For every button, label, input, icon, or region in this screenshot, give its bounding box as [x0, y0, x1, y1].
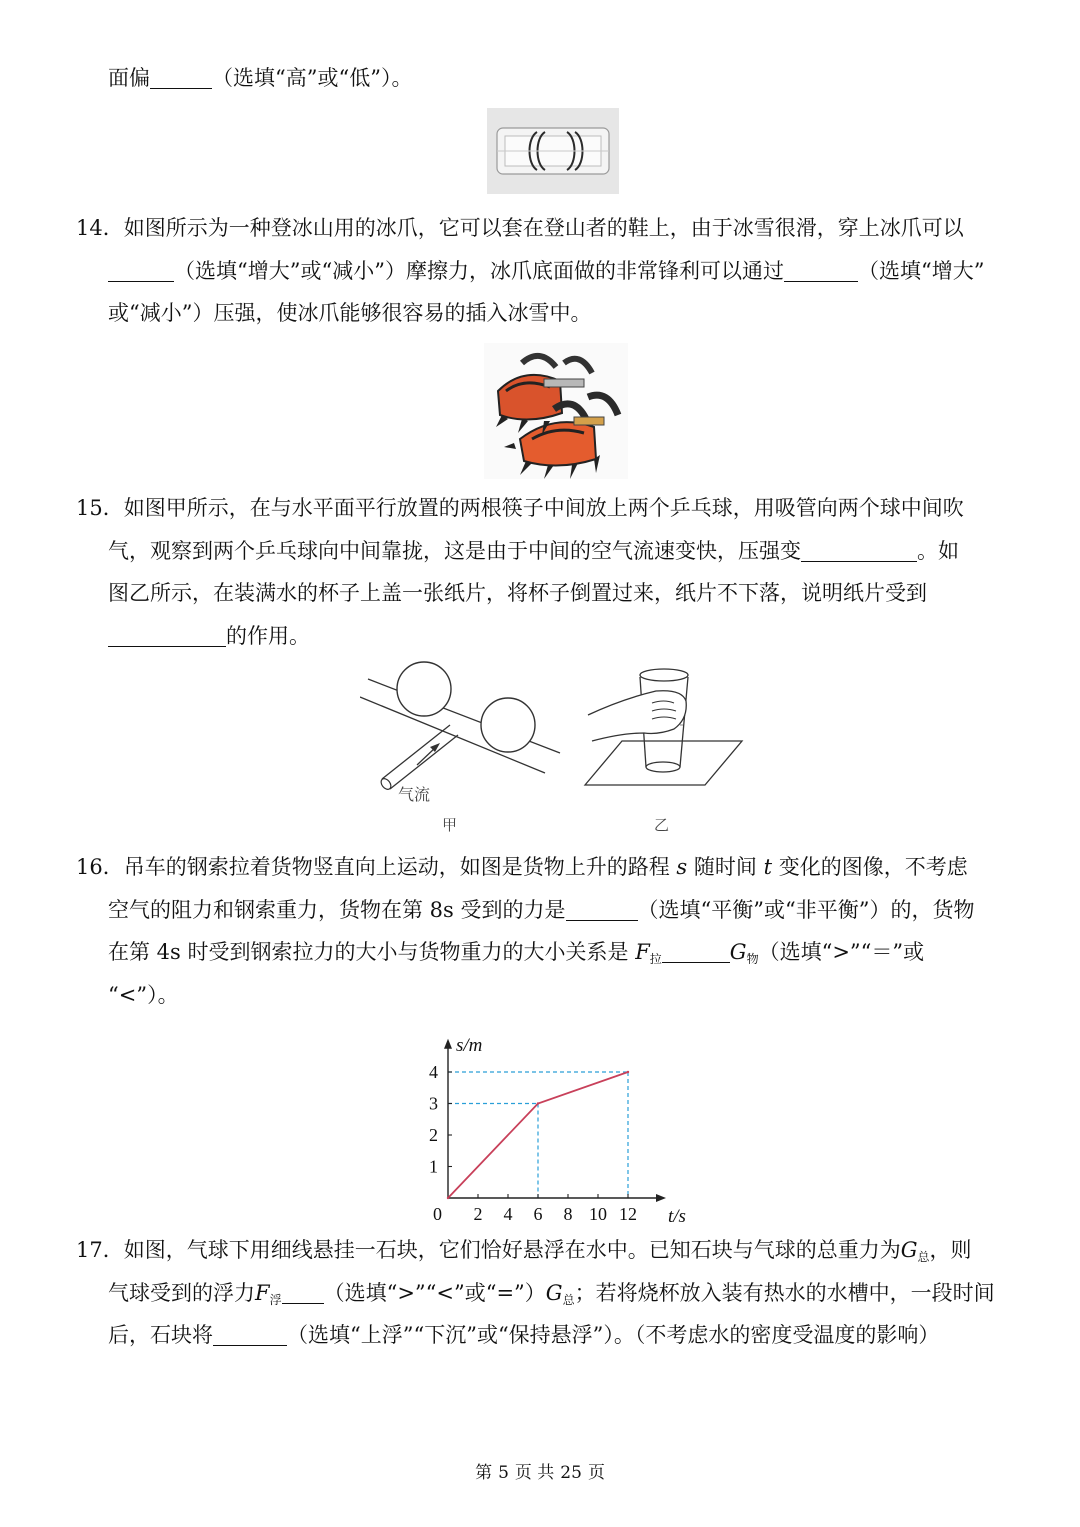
y-tick-label: 3	[429, 1093, 438, 1114]
y-axis-label: s/m	[456, 1034, 483, 1056]
footer-page-number: 5	[498, 1463, 509, 1483]
q16-answer-blank-2[interactable]	[662, 940, 730, 963]
q16-line-3	[108, 937, 924, 974]
chart-guides	[448, 1072, 628, 1198]
footer-mid: 页 共	[514, 1463, 555, 1483]
s-t-chart	[418, 1018, 688, 1228]
q14-answer-blank-1[interactable]	[108, 259, 174, 282]
q14-text-3: 或“减小”）压强，使冰爪能够很容易的插入冰雪中。	[108, 301, 592, 325]
y-tick-label: 2	[429, 1125, 438, 1145]
y-axis-arrow	[444, 1039, 452, 1049]
q14-text-2: （选填“增大”或“减小”）摩擦力，冰爪底面做的非常锋利可以通过	[174, 259, 784, 283]
footer-total-pages: 25	[560, 1463, 582, 1483]
data-point-2	[627, 1071, 629, 1073]
q15-text-2: 气，观察到两个乒乓球向中间靠拢，这是由于中间的空气流速变快，压强变	[108, 539, 801, 563]
q16-var-s: s	[676, 855, 688, 879]
q15-number: 15．	[76, 496, 124, 520]
q17-text-1-end: ，则	[929, 1238, 972, 1262]
q14-number: 14．	[76, 216, 124, 240]
q15-figure	[360, 655, 755, 835]
data-point-1	[537, 1102, 539, 1104]
x-axis-label: t/s	[668, 1206, 686, 1227]
footer-suffix: 页	[587, 1463, 605, 1483]
x-tick-label: 10	[589, 1204, 607, 1224]
q17-text-2: 气球受到的浮力	[108, 1281, 255, 1305]
q15-line-2	[108, 536, 959, 566]
q16-text-1c: 变化的图像，不考虑	[778, 855, 968, 879]
x-tick-label: 4	[503, 1204, 513, 1224]
q16-number: 16．	[76, 855, 124, 879]
q16-var-G: G	[729, 940, 747, 964]
x-tick-label: 2	[473, 1204, 483, 1224]
q16-text-2: 空气的阻力和钢索重力，货物在第 8s 受到的力是	[108, 898, 566, 922]
q17-line-1	[76, 1235, 972, 1272]
q14-figure-crampons	[484, 343, 628, 479]
q15-line-3	[108, 578, 927, 608]
q14-line-3	[108, 298, 591, 328]
figure-label-jia: 甲	[442, 816, 458, 834]
q16-text-1a: 吊车的钢索拉着货物竖直向上运动，如图是货物上升的路程	[123, 855, 670, 879]
q13-text-start: 面偏	[108, 66, 150, 90]
q13-answer-blank[interactable]	[150, 66, 212, 89]
q16-text-3: 在第 4s 时受到钢索拉力的大小与货物重力的大小关系是	[108, 940, 629, 964]
q17-text-2-end: ；若将烧杯放入装有热水的水槽中，一段时间	[574, 1281, 995, 1305]
q14-line-2	[108, 256, 984, 286]
q15-line-1	[76, 493, 964, 523]
q16-var-F: F	[635, 940, 650, 964]
q17-line-3	[108, 1320, 939, 1350]
airflow-label: 气流	[398, 785, 431, 804]
figure-jia	[360, 662, 560, 791]
x-axis-arrow	[656, 1194, 666, 1202]
q14-line-1	[76, 213, 964, 243]
q17-text-1: 如图，气球下用细线悬挂一石块，它们恰好悬浮在水中。已知石块与气球的总重力为	[123, 1238, 901, 1262]
q17-var-F: F	[255, 1281, 270, 1305]
q16-line-2	[108, 895, 974, 925]
figure-label-yi: 乙	[654, 816, 670, 834]
q17-answer-blank-2[interactable]	[213, 1323, 287, 1346]
q15-line-4	[108, 621, 310, 651]
q17-var-G-1: G	[900, 1238, 918, 1262]
q16-var-t: t	[763, 855, 773, 879]
origin-label: 0	[433, 1204, 442, 1224]
q15-answer-blank-1[interactable]	[801, 539, 917, 562]
q16-var-G-sub: 物	[746, 952, 759, 966]
q13-text-end: （选填“高”或“低”）。	[212, 66, 413, 90]
y-tick-label: 1	[429, 1156, 438, 1177]
q16-line-1	[76, 852, 968, 882]
q14-text-1: 如图所示为一种登冰山用的冰爪，它可以套在登山者的鞋上，由于冰雪很滑，穿上冰爪可以	[123, 216, 964, 240]
q16-answer-blank-1[interactable]	[566, 898, 638, 921]
q17-var-F-sub: 浮	[269, 1293, 282, 1307]
x-tick-label: 12	[619, 1204, 637, 1224]
q17-text-2-mid: （选填“>”“<”或“=”）	[323, 1281, 546, 1305]
q17-var-G-2-sub: 总	[562, 1293, 575, 1307]
q16-text-1b: 随时间	[693, 855, 757, 879]
figure-yi	[585, 669, 742, 785]
q17-number: 17．	[76, 1238, 124, 1262]
q16-line-4	[108, 980, 179, 1010]
q13-tail	[108, 63, 412, 93]
q17-answer-blank-1[interactable]	[282, 1281, 324, 1304]
q16-var-F-sub: 拉	[649, 952, 662, 966]
q15-text-1: 如图甲所示，在与水平面平行放置的两根筷子中间放上两个乒乓球，用吸管向两个球中间吹	[123, 496, 964, 520]
x-tick-label: 8	[563, 1204, 573, 1224]
x-tick-label: 6	[533, 1204, 543, 1224]
q14-answer-blank-2[interactable]	[784, 259, 858, 282]
q16-text-3-end: （选填“>”“＝”或	[758, 940, 925, 964]
data-point-0	[447, 1197, 449, 1199]
q17-var-G-1-sub: 总	[917, 1250, 930, 1264]
q15-answer-blank-2[interactable]	[108, 624, 226, 647]
y-tick-label: 4	[429, 1062, 438, 1082]
q15-text-3: 图乙所示，在装满水的杯子上盖一张纸片，将杯子倒置过来，纸片不下落，说明纸片受到	[108, 581, 927, 605]
chart-axes	[444, 1039, 666, 1202]
q14-text-2-end: （选填“增大”	[857, 259, 985, 283]
q17-var-G-2: G	[545, 1281, 563, 1305]
page-footer	[0, 1458, 1080, 1483]
footer-prefix: 第	[475, 1463, 493, 1483]
q16-text-4: “<”）。	[108, 983, 179, 1007]
q13-figure-clear-block	[487, 108, 619, 194]
q15-text-4: 的作用。	[226, 624, 310, 648]
q17-text-3: 后，石块将	[108, 1323, 213, 1347]
q17-line-2	[108, 1278, 995, 1315]
q17-text-3-end: （选填“上浮”“下沉”或“保持悬浮”）。（不考虑水的密度受温度的影响）	[287, 1323, 940, 1347]
q16-text-2-end: （选填“平衡”或“非平衡”）的，货物	[637, 898, 975, 922]
q15-text-2-end: 。如	[917, 539, 959, 563]
